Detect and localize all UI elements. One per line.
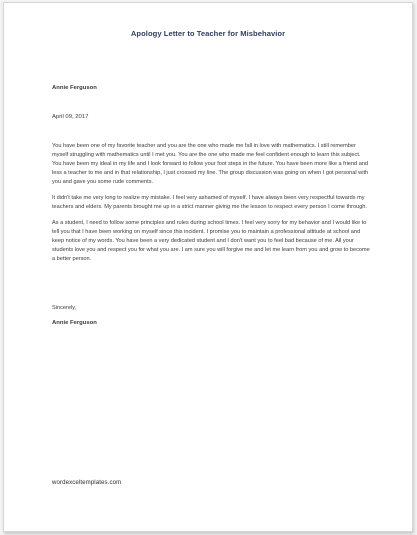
sender-name: Annie Ferguson — [52, 85, 97, 91]
body-paragraph-2: It didn't take me very long to realize my mistake. I feel very ashamed of myself. I have always been very respectful towards my teachers and elders. My parents brought me up in a strict manner giving me the lesson to respect every person I come through. — [52, 195, 367, 211]
closing-text: Sincerely, — [52, 305, 77, 311]
document-title: Apology Letter to Teacher for Misbehavior — [130, 29, 286, 38]
body-paragraph-1: You have been one of my favorite teacher and you are the one who made me fall in love with mathematics. I still remember myself struggling with mathematics until I met you. You are the one who made me feel confident enough to learn this subject. You have been my ideal in my life and I look forward to follow your foot steps in the future. You have been more like a friend and less a teacher to me and in that relationship, I just crossed my line. The group discussion was going on when I got personal with you and gave you some rude comments. — [52, 143, 369, 186]
letter-date: April 09, 2017 — [52, 114, 89, 120]
footer-site-link[interactable]: wordexceltemplates.com — [52, 479, 122, 486]
letter-body — [52, 142, 370, 271]
signature-name: Annie Ferguson — [52, 320, 97, 326]
document-page — [3, 2, 413, 532]
body-paragraph-3: As a student, I need to follow some principles and rules during school times. I feel very sorry for my behavior and I would like to tell you that I have been working on myself since this incident. I promise you to maintain a professional attitude at school and keep notice of my words. You have been a very dedicated student and I don't want you to feel bad because of me. All your students love you and respect you for what you are. I am sure you will forgive me and let me learn from you and grow to become a better person. — [52, 219, 370, 263]
